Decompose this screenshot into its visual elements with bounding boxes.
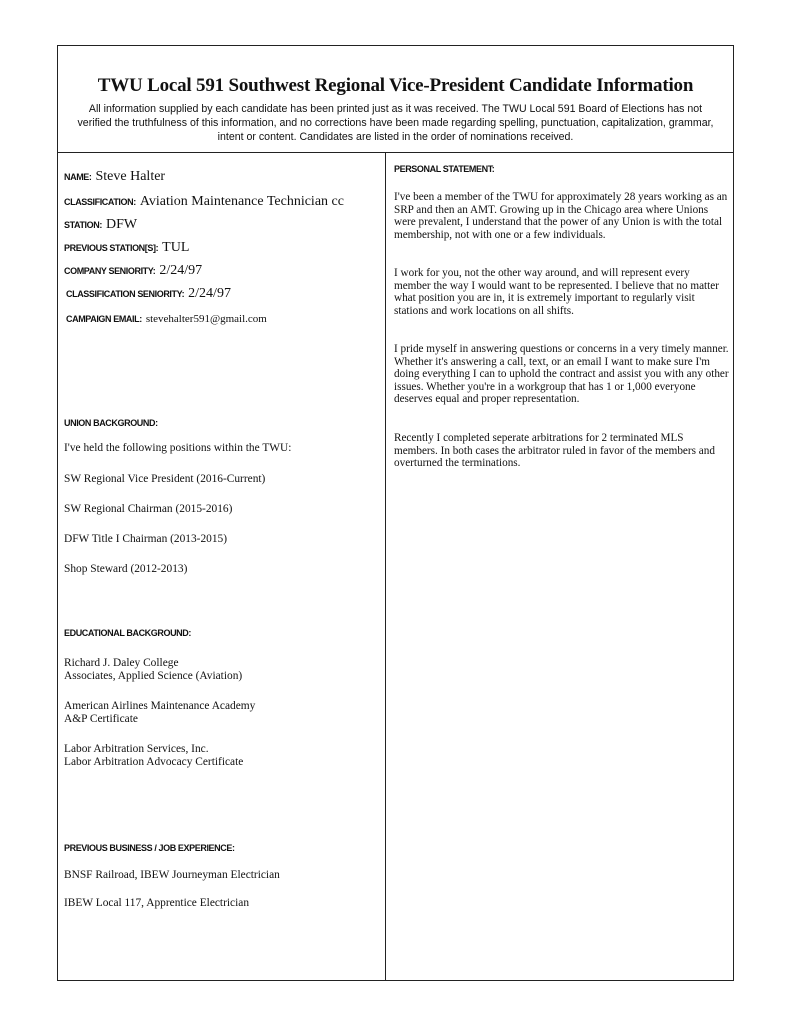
classification-seniority-label: CLASSIFICATION SENIORITY: [66,289,185,299]
union-position-item: Shop Steward (2012-2013) [64,563,188,575]
education-institution: Labor Arbitration Services, Inc. [64,743,209,755]
statement-paragraph: I work for you, not the other way around, and will represent every member the way I would want to be represented. I believe that no matter what position you are in, it is extremely important to regularly visit stations and work locations on all shifts. [394,267,719,317]
education-entry [64,700,255,726]
education-entry [64,657,242,683]
previous-stations-field [64,238,189,256]
education-credential: Associates, Applied Science (Aviation) [64,670,243,682]
union-background-heading: UNION BACKGROUND: [64,418,158,428]
column-divider [385,153,386,980]
company-seniority-label: COMPANY SENIORITY: [64,266,156,276]
job-experience-item: BNSF Railroad, IBEW Journeyman Electrician [64,869,280,881]
company-seniority-field [64,261,202,279]
page-title: TWU Local 591 Southwest Regional Vice-President Candidate Information [97,75,694,96]
education-institution: Richard J. Daley College [64,657,179,669]
personal-statement-column [387,153,733,980]
classification-value: Aviation Maintenance Technician cc [139,194,344,209]
campaign-email-label: CAMPAIGN EMAIL: [66,314,142,324]
statement-paragraph: I pride myself in answering questions or concerns in a very timely manner. Whether it's answering a call, text, or an email I want to make sure I'm doing everything I can to uphold the contract and assist you with any other issues. Whether you're in a workgroup that has 1 or 1,000 everyone deserves equal and proper representation. [394,343,729,406]
statement-paragraph: Recently I completed seperate arbitrations for 2 terminated MLS members. In both cases the arbitrator ruled in favor of the members and overturned the terminations. [394,432,715,470]
personal-statement-heading: PERSONAL STATEMENT: [394,164,495,174]
company-seniority-value: 2/24/97 [159,263,203,278]
station-value: DFW [105,217,138,232]
union-position-item: SW Regional Vice President (2016-Current) [64,473,266,485]
job-experience-heading: PREVIOUS BUSINESS / JOB EXPERIENCE: [64,843,235,853]
disclaimer-text: All information supplied by each candidate has been printed just as it was received. The TWU Local 591 Board of Elections has not verified the truthfulness of this information, and no corrections have been made regarding spelling, punctuation, capitalization, grammar, intent or content. Candidates are listed in the order of nominations received. [77,103,714,143]
name-field [64,167,165,185]
name-value: Steve Halter [95,169,166,184]
union-position-item: DFW Title I Chairman (2013-2015) [64,533,228,545]
station-field [64,215,137,233]
job-experience-item: IBEW Local 117, Apprentice Electrician [64,897,250,909]
form-header [58,46,733,153]
station-label: STATION: [64,220,102,230]
candidate-info-form [57,45,734,981]
classification-seniority-field [66,284,231,302]
classification-field [64,192,344,210]
union-position-item: SW Regional Chairman (2015-2016) [64,503,233,515]
educational-background-heading: EDUCATIONAL BACKGROUND: [64,628,191,638]
classification-label: CLASSIFICATION: [64,197,136,207]
name-label: NAME: [64,172,92,182]
education-entry [64,743,243,769]
candidate-details-column [58,153,385,980]
campaign-email-field [66,309,267,327]
statement-paragraph: I've been a member of the TWU for approximately 28 years working as an SRP and then an AMT. Growing up in the Chicago area where Unions were prevalent, I understand that the power of any Union is with the total membership, not with one or a few individuals. [394,191,728,241]
education-credential: Labor Arbitration Advocacy Certificate [64,756,244,768]
campaign-email-value: stevehalter591@gmail.com [145,313,267,325]
classification-seniority-value: 2/24/97 [188,286,231,301]
education-credential: A&P Certificate [64,713,138,725]
education-institution: American Airlines Maintenance Academy [64,700,256,712]
previous-stations-label: PREVIOUS STATION[S]: [64,243,159,253]
union-background-intro: I've held the following positions within the TWU: [64,442,292,454]
previous-stations-value: TUL [162,240,190,255]
